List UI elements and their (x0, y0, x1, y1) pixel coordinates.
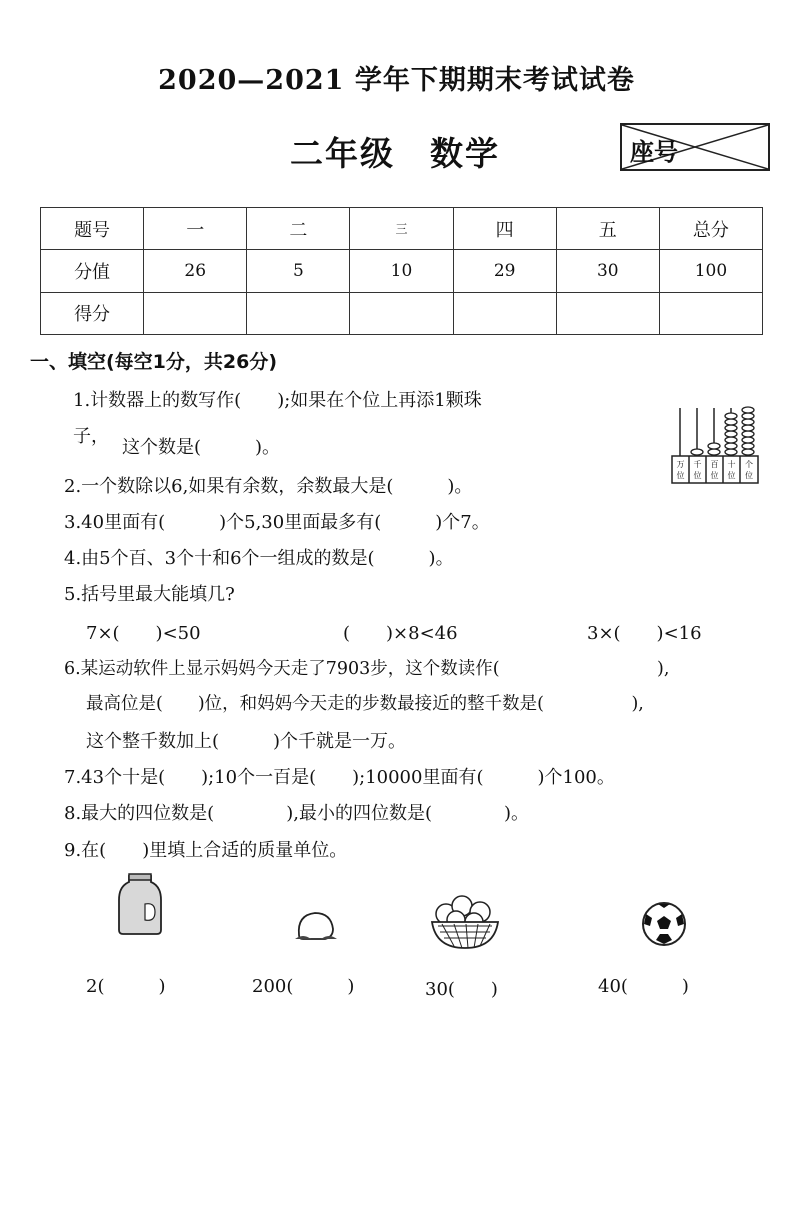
q9-answer-peach: 200( ) (252, 976, 355, 997)
question-5b: ( )×8<46 (343, 623, 458, 644)
seat-label: 座号 (630, 138, 678, 166)
cell: 总分 (659, 208, 762, 250)
abacus-drawing (670, 404, 762, 486)
question-2: 2.一个数除以6,如果有余数，余数最大是( )。 (64, 476, 473, 497)
score-table (40, 207, 763, 335)
cell: 一 (144, 208, 247, 250)
question-1-line-3: 这个数是( )。 (122, 437, 281, 458)
abacus-label-ge: 个 (745, 460, 753, 469)
cell: 30 (556, 250, 659, 292)
question-1-line-1: 1.计数器上的数写作( );如果在个位上再添1颗珠 (73, 390, 482, 411)
bottle-drawing (115, 872, 165, 936)
abacus-label-wei: 位 (727, 471, 736, 480)
score-row-values (41, 250, 763, 292)
abacus-label-shi: 十 (727, 460, 736, 469)
question-5: 5.括号里最大能填几? (64, 584, 235, 605)
cell: 得分 (41, 292, 144, 334)
score-row-scores (41, 292, 763, 334)
cell: 26 (144, 250, 247, 292)
soccer-ball-drawing (640, 900, 688, 948)
seat-number-box (620, 123, 770, 171)
section-heading: 一、填空(每空1分，共26分) (30, 351, 278, 373)
question-9: 9.在( )里填上合适的质量单位。 (64, 840, 348, 861)
abacus-label-wei: 位 (693, 471, 702, 480)
fruit-basket-image (428, 892, 502, 952)
q9-answer-basket: 30( ) (425, 979, 498, 1000)
score-input-cell[interactable] (144, 292, 247, 334)
peach-drawing (293, 905, 339, 945)
abacus-label-wan: 万 (676, 460, 685, 469)
cell: 五 (556, 208, 659, 250)
abacus-label-wei: 位 (710, 471, 719, 480)
q9-answer-ball: 40( ) (598, 976, 689, 997)
abacus-label-qian: 千 (693, 460, 702, 469)
bottle-image (115, 872, 165, 936)
cell: 100 (659, 250, 762, 292)
question-5c: 3×( )<16 (587, 623, 702, 644)
cell: 四 (453, 208, 556, 250)
grade-subject-title: 二年级 数学 (290, 134, 500, 173)
score-input-cell[interactable] (247, 292, 350, 334)
cell: 三 (350, 208, 453, 250)
cell: 分值 (41, 250, 144, 292)
question-4: 4.由5个百、3个十和6个一组成的数是( )。 (64, 548, 454, 569)
abacus-label-wei: 位 (676, 471, 685, 480)
question-3: 3.40里面有( )个5,30里面最多有( )个7。 (64, 512, 490, 533)
abacus-image (670, 404, 762, 486)
abacus-label-bai: 百 (710, 460, 719, 469)
q9-answer-bottle: 2( ) (86, 976, 166, 997)
abacus-label-wei: 位 (745, 471, 753, 480)
question-6-line-1: 6.某运动软件上显示妈妈今天走了7903步，这个数读作( ), (64, 659, 670, 679)
score-input-cell[interactable] (350, 292, 453, 334)
cell: 29 (453, 250, 556, 292)
score-input-cell[interactable] (453, 292, 556, 334)
cell: 题号 (41, 208, 144, 250)
fruit-basket-drawing (428, 892, 502, 952)
score-input-cell[interactable] (659, 292, 762, 334)
exam-title: 2020—2021 学年下期期末考试试卷 (158, 65, 635, 96)
score-input-cell[interactable] (556, 292, 659, 334)
cell: 二 (247, 208, 350, 250)
question-6-line-3: 这个整千数加上( )个千就是一万。 (86, 731, 407, 752)
cell: 5 (247, 250, 350, 292)
question-6-line-2: 最高位是( )位，和妈妈今天走的步数最接近的整千数是( ), (86, 694, 644, 714)
question-5a: 7×( )<50 (86, 623, 201, 644)
soccer-ball-image (640, 900, 688, 948)
cell: 10 (350, 250, 453, 292)
peach-image (293, 905, 339, 945)
question-8: 8.最大的四位数是( ),最小的四位数是( )。 (64, 803, 529, 824)
question-7: 7.43个十是( );10个一百是( );10000里面有( )个100。 (64, 767, 615, 788)
score-row-header (41, 208, 763, 250)
question-1-line-2: 子， (73, 426, 109, 447)
